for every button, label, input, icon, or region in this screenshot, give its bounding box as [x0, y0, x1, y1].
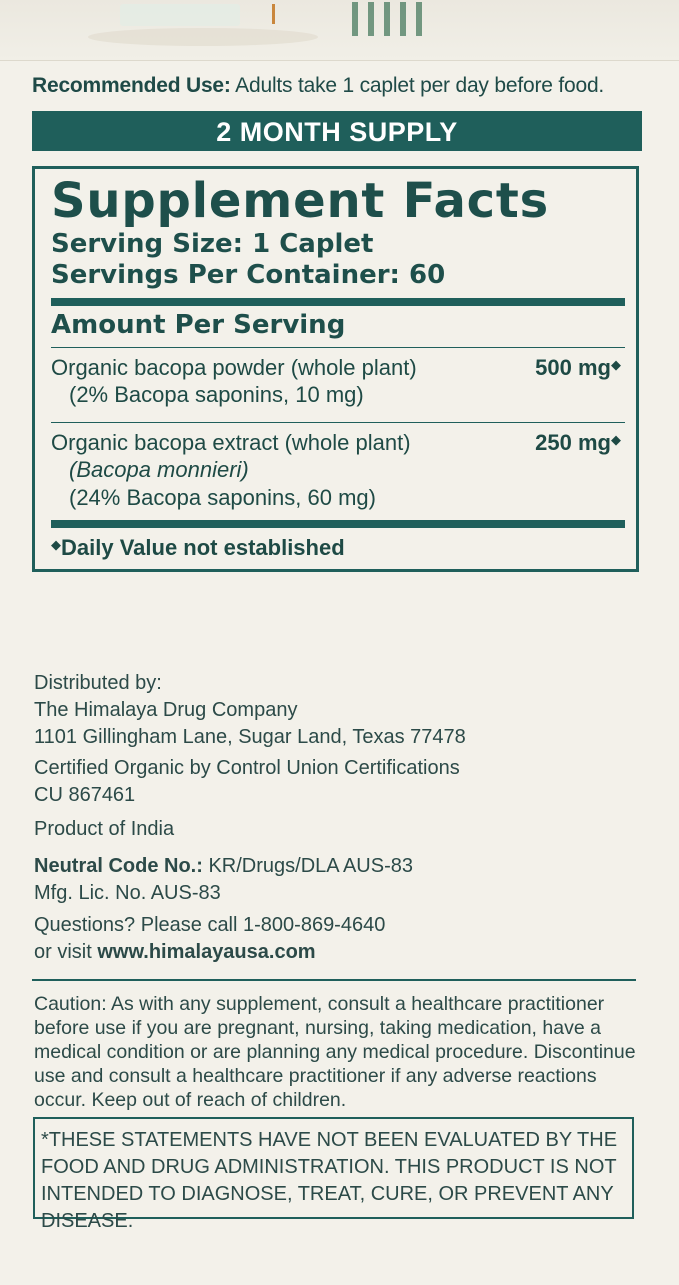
- fda-disclaimer-box: [33, 1117, 634, 1232]
- certification-block: [34, 755, 460, 809]
- thick-divider: [51, 298, 625, 306]
- supplement-facts-panel: [32, 166, 639, 572]
- diamond-icon: ◆: [611, 432, 621, 447]
- rule-divider: [51, 347, 625, 348]
- caution-text: Caution: As with any supplement, consult a healthcare practitioner before use if you are pregnant, nursing, taking medication, have a medical condition or are planning any medical procedure. Discontinue use and consult a healthcare practitioner if any adverse reactions occur. Keep out of reach of children.: [34, 993, 636, 1111]
- ingredient-amount-value: 250 mg: [535, 430, 611, 455]
- distributor-company: The Himalaya Drug Company: [34, 699, 298, 721]
- neutral-code-label: Neutral Code No.:: [34, 855, 203, 877]
- ingredient-amount-value: 500 mg: [535, 355, 611, 380]
- ingredient-detail: (24% Bacopa saponins, 60 mg): [69, 485, 376, 510]
- rule-divider: [51, 422, 625, 423]
- ingredient-detail: (2% Bacopa saponins, 10 mg): [69, 382, 364, 407]
- supply-banner: 2 MONTH SUPPLY: [32, 111, 642, 151]
- neutral-code-value: KR/Drugs/DLA AUS-83: [202, 855, 413, 877]
- neutral-code: [34, 853, 413, 880]
- ingredient-row: [51, 355, 625, 409]
- serving-size: Serving Size: 1 Caplet: [51, 229, 374, 259]
- contact-website: www.himalayausa.com: [97, 941, 316, 963]
- certification-logos: [120, 4, 240, 26]
- certification-text: Certified Organic by Control Union Certifications: [34, 757, 460, 779]
- contact-website-line: [34, 939, 385, 966]
- daily-value-note: [51, 535, 345, 561]
- amount-per-serving-header: Amount Per Serving: [51, 310, 346, 340]
- mfg-license: Mfg. Lic. No. AUS-83: [34, 882, 221, 904]
- package-top-flap: [0, 0, 679, 61]
- product-origin: Product of India: [34, 818, 175, 840]
- distributor-label: Distributed by:: [34, 672, 162, 694]
- recommended-use-label: Recommended Use:: [32, 74, 231, 97]
- brand-logo-fragment: [352, 2, 522, 40]
- contact-website-prefix: or visit: [34, 941, 98, 963]
- ingredient-row: [51, 430, 625, 512]
- ingredient-latin-name: (Bacopa monnieri): [69, 457, 249, 482]
- ingredient-name: Organic bacopa powder (whole plant): [51, 355, 417, 380]
- seal-graphic: [88, 28, 318, 46]
- recommended-use-text: Adults take 1 caplet per day before food.: [230, 74, 605, 97]
- contact-phone: Questions? Please call 1-800-869-4640: [34, 914, 386, 936]
- ingredient-amount: [535, 430, 621, 456]
- diamond-icon: ◆: [611, 357, 621, 372]
- certification-code: CU 867461: [34, 784, 136, 806]
- ingredient-amount: [535, 355, 621, 381]
- diamond-icon: ◆: [51, 537, 61, 552]
- brand-mark: [272, 4, 275, 24]
- section-divider: [32, 979, 636, 981]
- distributor-block: [34, 670, 466, 751]
- daily-value-text: Daily Value not established: [61, 535, 345, 560]
- serving-info: [51, 229, 445, 291]
- contact-block: [34, 912, 385, 966]
- distributor-address: 1101 Gillingham Lane, Sugar Land, Texas 77478: [34, 726, 466, 748]
- thick-divider: [51, 520, 625, 528]
- servings-per-container: Servings Per Container: 60: [51, 260, 446, 290]
- codes-block: [34, 853, 413, 907]
- supplement-facts-title: Supplement Facts: [51, 173, 550, 229]
- ingredient-name: Organic bacopa extract (whole plant): [51, 430, 411, 455]
- fda-disclaimer-text: *THESE STATEMENTS HAVE NOT BEEN EVALUATED BY THE FOOD AND DRUG ADMINISTRATION. THIS PRODUCT IS NOT INTENDED TO DIAGNOSE, TREAT, CURE, OR PREVENT ANY DISEASE.: [41, 1129, 618, 1232]
- recommended-use: [32, 74, 604, 98]
